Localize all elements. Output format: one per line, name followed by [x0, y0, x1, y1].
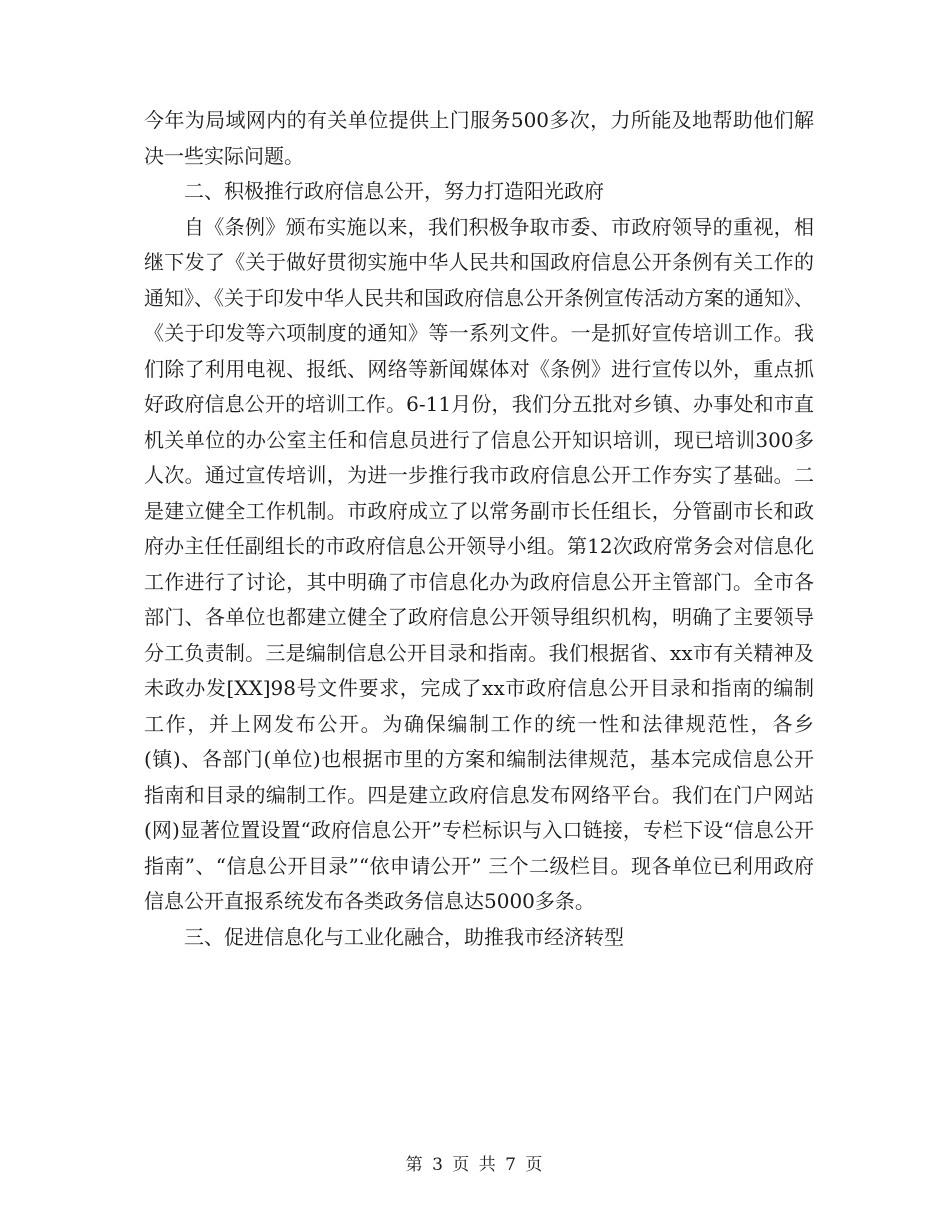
document-body: [144, 103, 814, 955]
section-heading-2: 二、积极推行政府信息公开，努力打造阳光政府: [184, 179, 604, 203]
page-number-footer: 第 3 页 共 7 页: [405, 1155, 545, 1175]
section-heading-3: 三、促进信息化与工业化融合，助推我市经济转型: [184, 924, 624, 949]
paragraph-continuation: 今年为局域网内的有关单位提供上门服务500多次，力所能及地帮助他们解决一些实际问题。: [144, 108, 814, 168]
paragraph-body: 自《条例》颁布实施以来，我们积极争取市委、市政府领导的重视，相继下发了《关于做好贯彻实施中华人民共和国政府信息公开条例有关工作的通知》、《关于印发中华人民共和国政府信息公开条例宣传活动方案的通知》、《关于印发等六项制度的通知》等一系列文件。一是抓好宣传培训工作。我们除了利用电视、报纸、网络等新闻媒体对《条例》进行宣传以外，重点抓好政府信息公开的培训工作。6-11月份，我们分五批对乡镇、办事处和市直机关单位的办公室主任和信息员进行了信息公开知识培训，现已培训300多人次。通过宣传培训，为进一步推行我市政府信息公开工作夯实了基础。二是建立健全工作机制。市政府成立了以常务副市长任组长，分管副市长和政府办主任任副组长的市政府信息公开领导小组。第12次政府常务会对信息化工作进行了讨论，其中明确了市信息化办为政府信息公开主管部门。全市各部门、各单位也都建立健全了政府信息公开领导组织机构，明确了主要领导分工负责制。三是编制信息公开目录和指南。我们根据省、xx市有关精神及未政办发[XX]98号文件要求，完成了xx市政府信息公开目录和指南的编制工作，并上网发布公开。为确保编制工作的统一性和法律规范性，各乡(镇)、各部门(单位)也根据市里的方案和编制法律规范，基本完成信息公开指南和目录的编制工作。四是建立政府信息发布网络平台。我们在门户网站(网)显著位置设置“政府信息公开”专栏标识与入口链接，专栏下设“信息公开指南”、“信息公开目录”“依申请公开” 三个二级栏目。现各单位已利用政府信息公开直报系统发布各类政务信息达5000多条。: [144, 214, 814, 913]
